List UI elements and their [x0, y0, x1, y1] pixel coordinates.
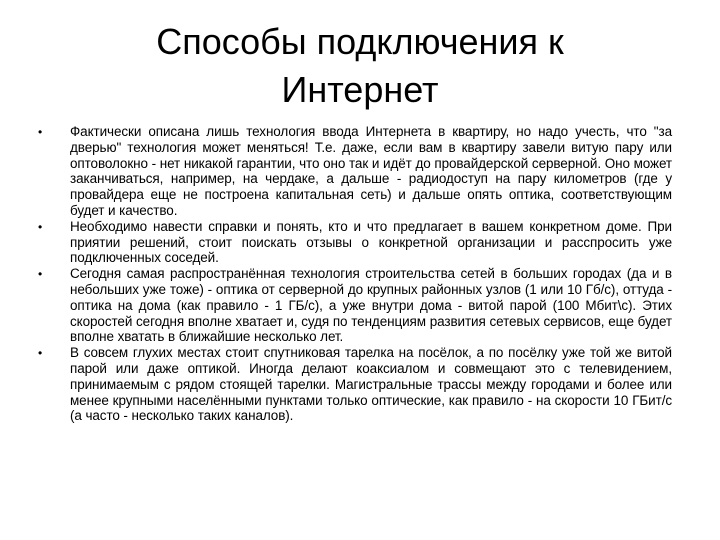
bullet-item [38, 345, 672, 424]
bullet-text: Необходимо навести справки и понять, кто и что предлагает в вашем конкретном доме. При приятии решений, стоит поискать отзывы о конкретной организации и расспросить уже подключенных соседей. [70, 218, 672, 266]
slide-title [60, 18, 660, 114]
bullet-icon: • [38, 267, 43, 282]
bullet-item [38, 266, 672, 345]
bullet-item [38, 219, 672, 266]
slide-title-line: Интернет [281, 69, 439, 110]
bullet-icon: • [38, 346, 43, 361]
bullet-text: Фактически описана лишь технология ввода Интернета в квартиру, но надо учесть, что "за дверью" технология может меняться! Т.е. даже, если вам в квартиру завели витую пару или оптоволокно - нет никакой гарантии, что оно так и идёт до провайдерской серверной. Оно может заканчиваться, например, на чердаке, а дальше - радиодоступ на пару километров (где у провайдера еще не построена капитальная сеть) и дальше опять оптика, соответствующим будет и качество. [70, 124, 672, 218]
bullet-icon: • [38, 219, 43, 234]
bullet-item [38, 124, 672, 219]
bullet-list [38, 124, 672, 424]
bullet-text: В совсем глухих местах стоит спутниковая тарелка на посёлок, а по посёлку уже той же витой парой или даже оптикой. Иногда делают коаксиалом и совмещают это с телевидением, принимаемым с рядом стоящей тарелки. Магистральные трассы между городами и более или менее крупными населёнными пунктами только оптические, как правило - на скорости 10 ГБит/с (а часто - несколько таких каналов). [70, 345, 672, 424]
bullet-text: Сегодня самая распространённая технология строительства сетей в больших городах (да и в небольших уже тоже) - оптика от серверной до крупных районных узлов (1 или 10 Гб/с), оттуда - оптика на дома (как правило - 1 ГБ/с), а уже внутри дома - витой парой (100 Мбит\с). Этих скоростей сегодня вполне хватает и, судя по тенденциям развития сетевых сервисов, еще будет вполне хватать в ближайшие несколько лет. [70, 266, 672, 345]
bullet-icon: • [38, 125, 43, 139]
slide-title-line: Способы подключения к [156, 21, 564, 62]
